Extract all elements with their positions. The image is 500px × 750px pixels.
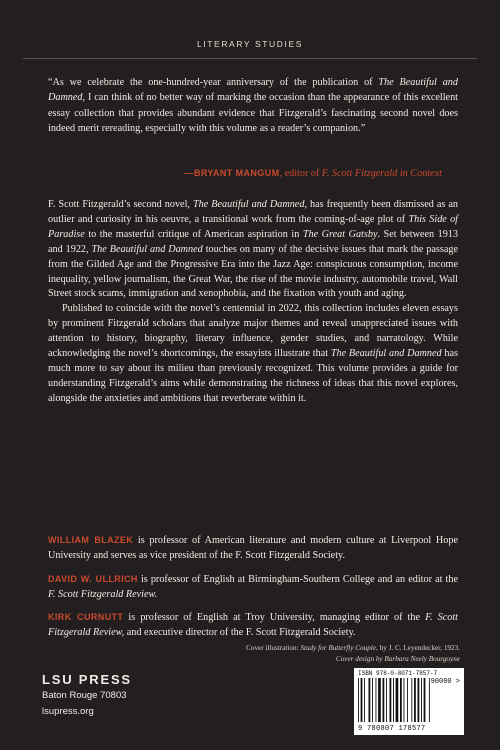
description-paragraph: F. Scott Fitzgerald’s second novel, The Beautiful and Damned, has frequently been dismissed as an outlier and curiosity in his oeuvre, a transitional work from the coming-of-age plot of This Side of Paradise to the masterful critique of American aspiration in The Great Gatsby. Set between 1913 and 1922, The Beautiful and Damned touches on many of the decisive issues that mark the passage from the Gilded Age and the Progressive Era into the Jazz Age: conspicuous consumption, income inequality, yellow journalism, the Great War, the rise of the movie industry, automobile travel, Wall Street stock scams, immigration and xenophobia, and the fixation with youth and aging.: [48, 199, 459, 300]
attribution-work: F. Scott Fitzgerald in Context: [321, 168, 442, 179]
barcode-digits: 9 780807 178577: [358, 725, 426, 733]
author-bio-text: is professor of American literature and modern culture at Liverpool Hope University and serves as vice president of the F. Scott Fitzgerald Society.: [48, 535, 459, 561]
barcode-bars: [358, 678, 436, 724]
series-label: LITERARY STUDIES: [196, 39, 304, 49]
quote-text: “As we celebrate the one-hundred-year anniversary of the publication of: [48, 77, 379, 88]
blurb-quote: [48, 75, 458, 137]
attribution-dash: —: [184, 168, 194, 178]
quote-text: , I can think of no better way of marking the occasion than the appearance of this excellent essay collection that provides abundant evidence that Fitzgerald’s fascinating second novel does indeed merit rereading, especially with this volume as a reader’s companion.”: [48, 92, 458, 135]
attribution-name: BRYANT MANGUM: [193, 168, 280, 178]
quote-book-title: The Beautiful and Damned: [48, 77, 458, 104]
cover-design-credit: Cover design by Barbara Neely Bourgoyne: [335, 655, 460, 663]
description-paragraph: Published to coincide with the novel’s centennial in 2022, this collection includes eleven essays by prominent Fitzgerald scholars that analyze major themes and reveal unappreciated issues with attention to history, biography, literary influence, gender studies, and narratology. While acknowledging the novel’s shortcomings, the essayists illustrate that The Beautiful and Damned has much more to say about its milieu than previously recognized. This volume provides a guide for understanding Fitzgerald’s aims while demonstrating the richness of ideas that this novel explores, alongside the anxieties and ambitions that reverberate within it.: [48, 303, 458, 404]
author-name: DAVID W. ULLRICH: [48, 574, 138, 584]
isbn-text: ISBN 978-0-8071-7857-7: [358, 670, 438, 677]
book-description: [48, 198, 458, 407]
publisher-url: lsupress.org: [42, 706, 94, 717]
author-bio-work: F. Scott Fitzgerald Review,: [48, 612, 459, 638]
cover-credits: [246, 643, 460, 665]
divider-rule: [23, 58, 477, 59]
author-bio-blazek: [48, 533, 458, 564]
author-bio-text: and executive director of the F. Scott Fitzgerald Society.: [124, 626, 356, 638]
cover-illustration-credit: Cover illustration: Study for Butterfly Couple, by J. C. Leyendecker, 1923.: [246, 644, 460, 652]
author-bio-work: F. Scott Fitzgerald Review.: [48, 588, 158, 600]
price-code: 90000 >: [430, 678, 460, 686]
author-bio-curnutt: [48, 610, 458, 641]
publisher-name: LSU PRESS: [42, 672, 132, 687]
attribution-role: , editor of: [279, 168, 322, 179]
author-bio-text: is professor of English at Birmingham-Southern College and an editor at the: [137, 574, 458, 585]
author-bio-text: is professor of English at Troy University, managing editor of the: [123, 612, 426, 623]
publisher-city: Baton Rouge 70803: [42, 690, 127, 701]
author-name: KIRK CURNUTT: [48, 612, 124, 622]
publisher-block: [42, 672, 132, 719]
isbn-barcode: [354, 668, 464, 735]
author-bio-ullrich: [48, 572, 458, 603]
quote-attribution: [185, 168, 442, 179]
author-name: WILLIAM BLAZEK: [48, 535, 134, 545]
